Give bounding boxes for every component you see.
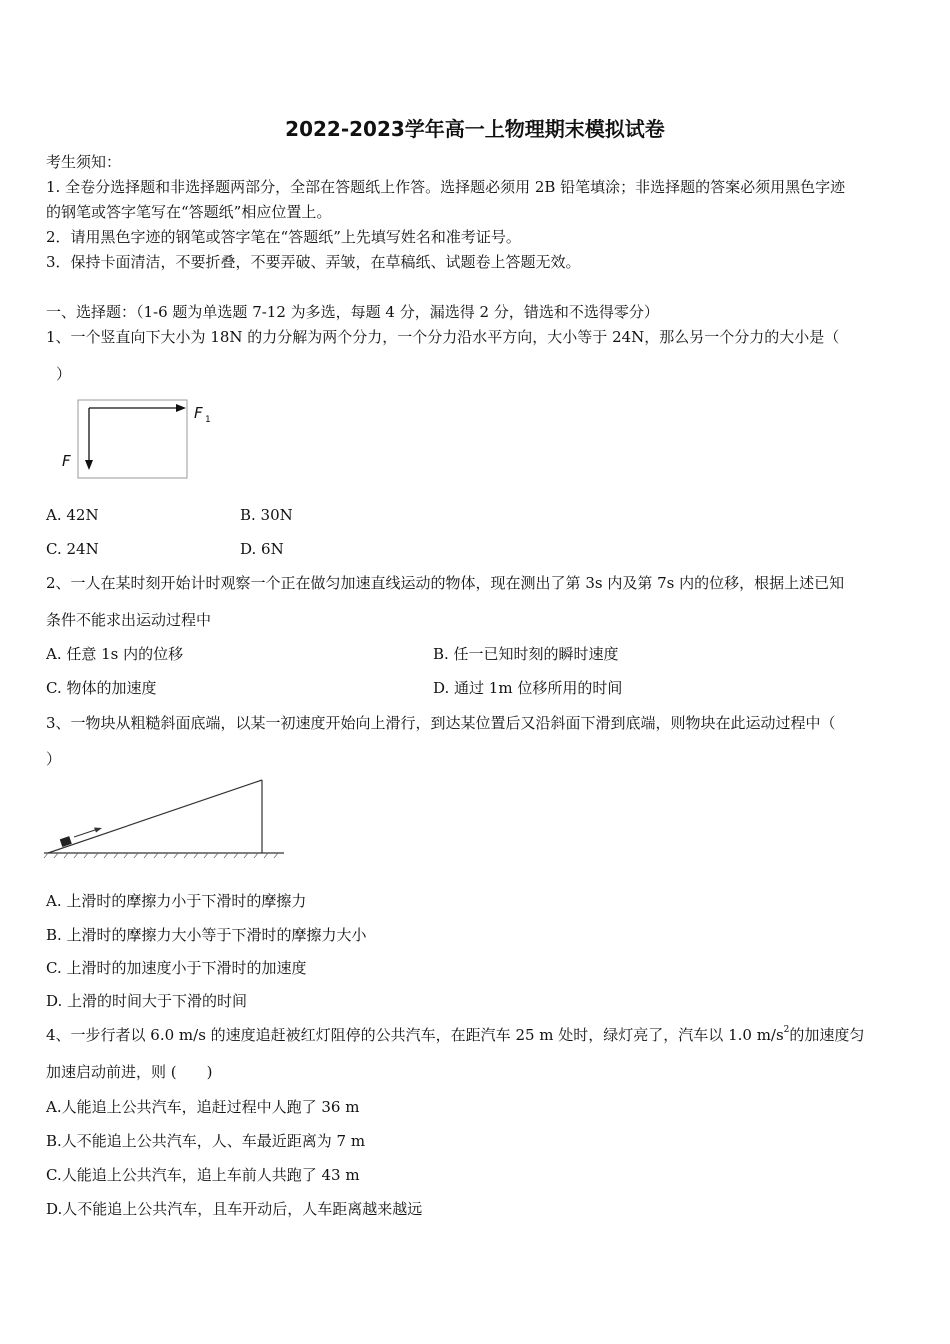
- q1-option-d: D. 6N: [240, 540, 284, 558]
- q3-option-d: D. 上滑的时间大于下滑的时间: [46, 992, 248, 1010]
- q2-option-b: B. 任一已知时刻的瞬时速度: [433, 645, 619, 663]
- q1-option-b: B. 30N: [240, 506, 293, 524]
- q4-superscript: 2: [783, 1025, 790, 1035]
- q4-option-a: A.人能追上公共汽车，追赶过程中人跑了 36 m: [46, 1098, 360, 1116]
- notice-line-2: 2．请用黑色字迹的钢笔或答字笔在“答题纸”上先填写姓名和准考证号。: [46, 228, 521, 246]
- q4-text-b: 的加速度匀: [789, 1026, 865, 1044]
- q3-option-c: C. 上滑时的加速度小于下滑时的加速度: [46, 959, 307, 977]
- q1-text: 1、一个竖直向下大小为 18N 的力分解为两个分力，一个分力沿水平方向，大小等于 24N，那么另一个分力的大小是（: [46, 328, 840, 346]
- q3-option-b: B. 上滑时的摩擦力大小等于下滑时的摩擦力大小: [46, 926, 367, 944]
- notice-line-3: 3．保持卡面清洁，不要折叠，不要弄破、弄皱，在草稿纸、试题卷上答题无效。: [46, 253, 581, 271]
- q4-text: [46, 1025, 864, 1045]
- q3-option-a: A. 上滑时的摩擦力小于下滑时的摩擦力: [46, 892, 307, 910]
- q4-text-2: 加速启动前进，则 ( ): [46, 1063, 213, 1081]
- label-f1: F: [194, 404, 203, 422]
- section-heading: 一、选择题：（1-6 题为单选题 7-12 为多选，每题 4 分，漏选得 2 分，错选和不选得零分）: [46, 303, 659, 321]
- q3-paren: ）: [46, 750, 62, 768]
- q1-paren: ）: [56, 365, 72, 383]
- label-f1-subscript: 1: [205, 415, 211, 425]
- q4-text-a: 4、一步行者以 6.0 m/s 的速度追赶被红灯阻停的公共汽车，在距汽车 25 m 处时，绿灯亮了，汽车以 1.0 m/s: [46, 1026, 784, 1044]
- q2-option-d: D. 通过 1m 位移所用的时间: [433, 679, 623, 697]
- notice-line-1b: 的钢笔或答字笔写在“答题纸”相应位置上。: [46, 203, 332, 221]
- q1-option-c: C. 24N: [46, 540, 99, 558]
- q4-option-d: D.人不能追上公共汽车，且车开动后，人车距离越来越远: [46, 1200, 423, 1218]
- q3-text: 3、一物块从粗糙斜面底端，以某一初速度开始向上滑行，到达某位置后又沿斜面下滑到底端，则物块在此运动过程中（: [46, 714, 836, 732]
- q2-text-2: 条件不能求出运动过程中: [46, 611, 212, 629]
- label-f: F: [62, 452, 71, 470]
- q2-option-a: A. 任意 1s 内的位移: [46, 645, 184, 663]
- q4-option-c: C.人能追上公共汽车，追上车前人共跑了 43 m: [46, 1166, 360, 1184]
- notice-heading: 考生须知：: [46, 153, 122, 171]
- q3-incline-diagram: [42, 774, 292, 864]
- q1-force-diagram: [58, 396, 218, 486]
- q1-option-a: A. 42N: [46, 506, 99, 524]
- q2-text: 2、一人在某时刻开始计时观察一个正在做匀加速直线运动的物体，现在测出了第 3s 内及第 7s 内的位移，根据上述已知: [46, 574, 845, 592]
- page-title: 2022-2023学年高一上物理期末模拟试卷: [285, 117, 665, 141]
- q2-option-c: C. 物体的加速度: [46, 679, 157, 697]
- q4-option-b: B.人不能追上公共汽车，人、车最近距离为 7 m: [46, 1132, 366, 1150]
- notice-line-1: 1. 全卷分选择题和非选择题两部分，全部在答题纸上作答。选择题必须用 2B 铅笔填涂；非选择题的答案必须用黑色字迹: [46, 178, 846, 196]
